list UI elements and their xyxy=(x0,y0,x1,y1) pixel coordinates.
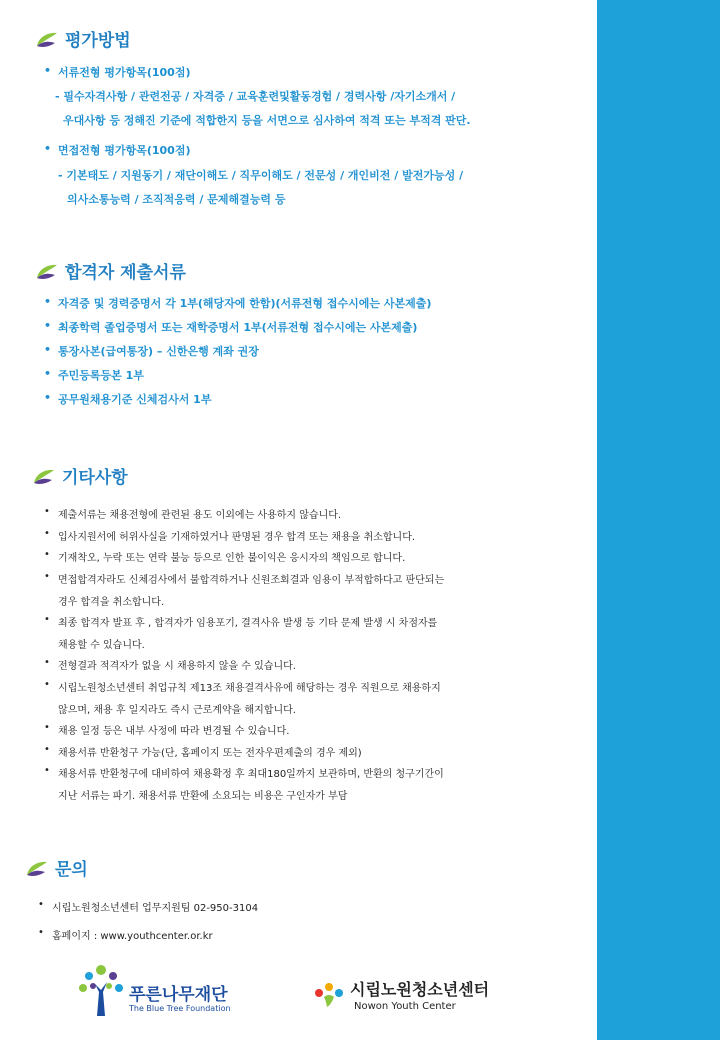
leaf-icon xyxy=(25,859,49,877)
list-item: • 입사지원서에 허위사실을 기재하였거나 판명된 경우 합격 또는 채용을 취소합니다. xyxy=(44,528,416,543)
list-item: • 서류전형 평가항목(100점) xyxy=(44,64,191,79)
list-item-continued: 않으며, 채용 후 일지라도 즉시 근로계약을 해지합니다. xyxy=(58,705,296,716)
section-title: 평가방법 xyxy=(65,31,131,51)
section-heading-eval xyxy=(35,26,131,51)
list-item: • 채용서류 반환청구에 대비하여 채용확정 후 최대180일까지 보관하며, 반환의 청구기간이 xyxy=(44,765,444,780)
nowon-sub: Nowon Youth Center xyxy=(354,1001,456,1012)
list-item: • 전형결과 적격자가 없을 시 채용하지 않을 수 있습니다. xyxy=(44,657,296,672)
list-item: • 채용 일정 등은 내부 사정에 따라 변경될 수 있습니다. xyxy=(44,722,290,737)
bluetree-name: 푸른나무재단 xyxy=(129,985,228,1005)
tree-icon xyxy=(75,962,127,1018)
list-item: • 공무원채용기준 신체검사서 1부 xyxy=(44,391,212,406)
list-item-detail: - 필수자격사항 / 관련전공 / 자격증 / 교육훈련및활동경험 / 경력사항 /자기소개서 / xyxy=(55,90,456,103)
section-heading-docs xyxy=(35,258,186,283)
list-item: • 시립노원청소년센터 취업규칙 제13조 채용결격사유에 해당하는 경우 직원으로 채용하지 xyxy=(44,679,441,694)
list-item: • 주민등록등본 1부 xyxy=(44,367,144,382)
list-item: • 기재착오, 누락 또는 연락 불능 등으로 인한 불이익은 응시자의 책임으로 합니다. xyxy=(44,549,406,564)
nowon-logo xyxy=(312,975,532,1020)
list-item-continued: 경우 합격을 취소합니다. xyxy=(58,597,165,608)
list-item: • 면접합격자라도 신체검사에서 불합격하거나 신원조회결과 임용이 부적합하다고 판단되는 xyxy=(44,571,445,586)
list-item: • 채용서류 반환청구 가능(단, 홈페이지 또는 전자우편제출의 경우 제외) xyxy=(44,744,362,759)
leaf-icon xyxy=(35,262,59,280)
list-item: • 최종 합격자 발표 후 , 합격자가 임용포기, 결격사유 발생 등 기타 문제 발생 시 차점자를 xyxy=(44,614,438,629)
list-item-detail: 의사소통능력 / 조직적응력 / 문제해결능력 등 xyxy=(67,193,286,206)
contact-phone: • 시립노원청소년센터 업무지원팀 02-950-3104 xyxy=(38,899,259,914)
section-heading-etc xyxy=(32,463,128,488)
list-item: • 면접전형 평가항목(100점) xyxy=(44,142,191,157)
contact-homepage[interactable]: • 홈페이지 : www.youthcenter.or.kr xyxy=(38,927,213,942)
nowon-name: 시립노원청소년센터 xyxy=(350,980,490,999)
nowon-emblem-icon xyxy=(312,979,346,1009)
section-title: 문의 xyxy=(55,860,88,880)
list-item-continued: 지난 서류는 파기. 채용서류 반환에 소요되는 비용은 구인자가 부담 xyxy=(58,791,348,802)
list-item-continued: 채용할 수 있습니다. xyxy=(58,640,145,651)
right-sidebar xyxy=(597,0,720,1040)
leaf-icon xyxy=(35,30,59,48)
list-item: • 통장사본(급여통장) – 신한은행 계좌 권장 xyxy=(44,343,259,358)
leaf-icon xyxy=(32,467,56,485)
bluetree-sub: The Blue Tree Foundation xyxy=(129,1004,231,1013)
list-item: • 최종학력 졸업증명서 또는 재학증명서 1부(서류전형 접수시에는 사본제출) xyxy=(44,319,418,334)
list-item-detail: - 기본태도 / 지원동기 / 재단이해도 / 직무이해도 / 전문성 / 개인비전 / 발전가능성 / xyxy=(58,169,464,182)
list-item-detail: 우대사항 등 정해진 기준에 적합한지 등을 서면으로 심사하여 적격 또는 부적격 판단. xyxy=(63,114,471,127)
section-title: 기타사항 xyxy=(62,468,128,488)
list-item: • 자격증 및 경력증명서 각 1부(해당자에 한함)(서류전형 접수시에는 사본제출) xyxy=(44,295,432,310)
bluetree-logo xyxy=(75,962,255,1022)
section-heading-contact xyxy=(25,855,88,880)
section-title: 합격자 제출서류 xyxy=(65,263,186,283)
list-item: • 제출서류는 채용전형에 관련된 용도 이외에는 사용하지 않습니다. xyxy=(44,506,342,521)
